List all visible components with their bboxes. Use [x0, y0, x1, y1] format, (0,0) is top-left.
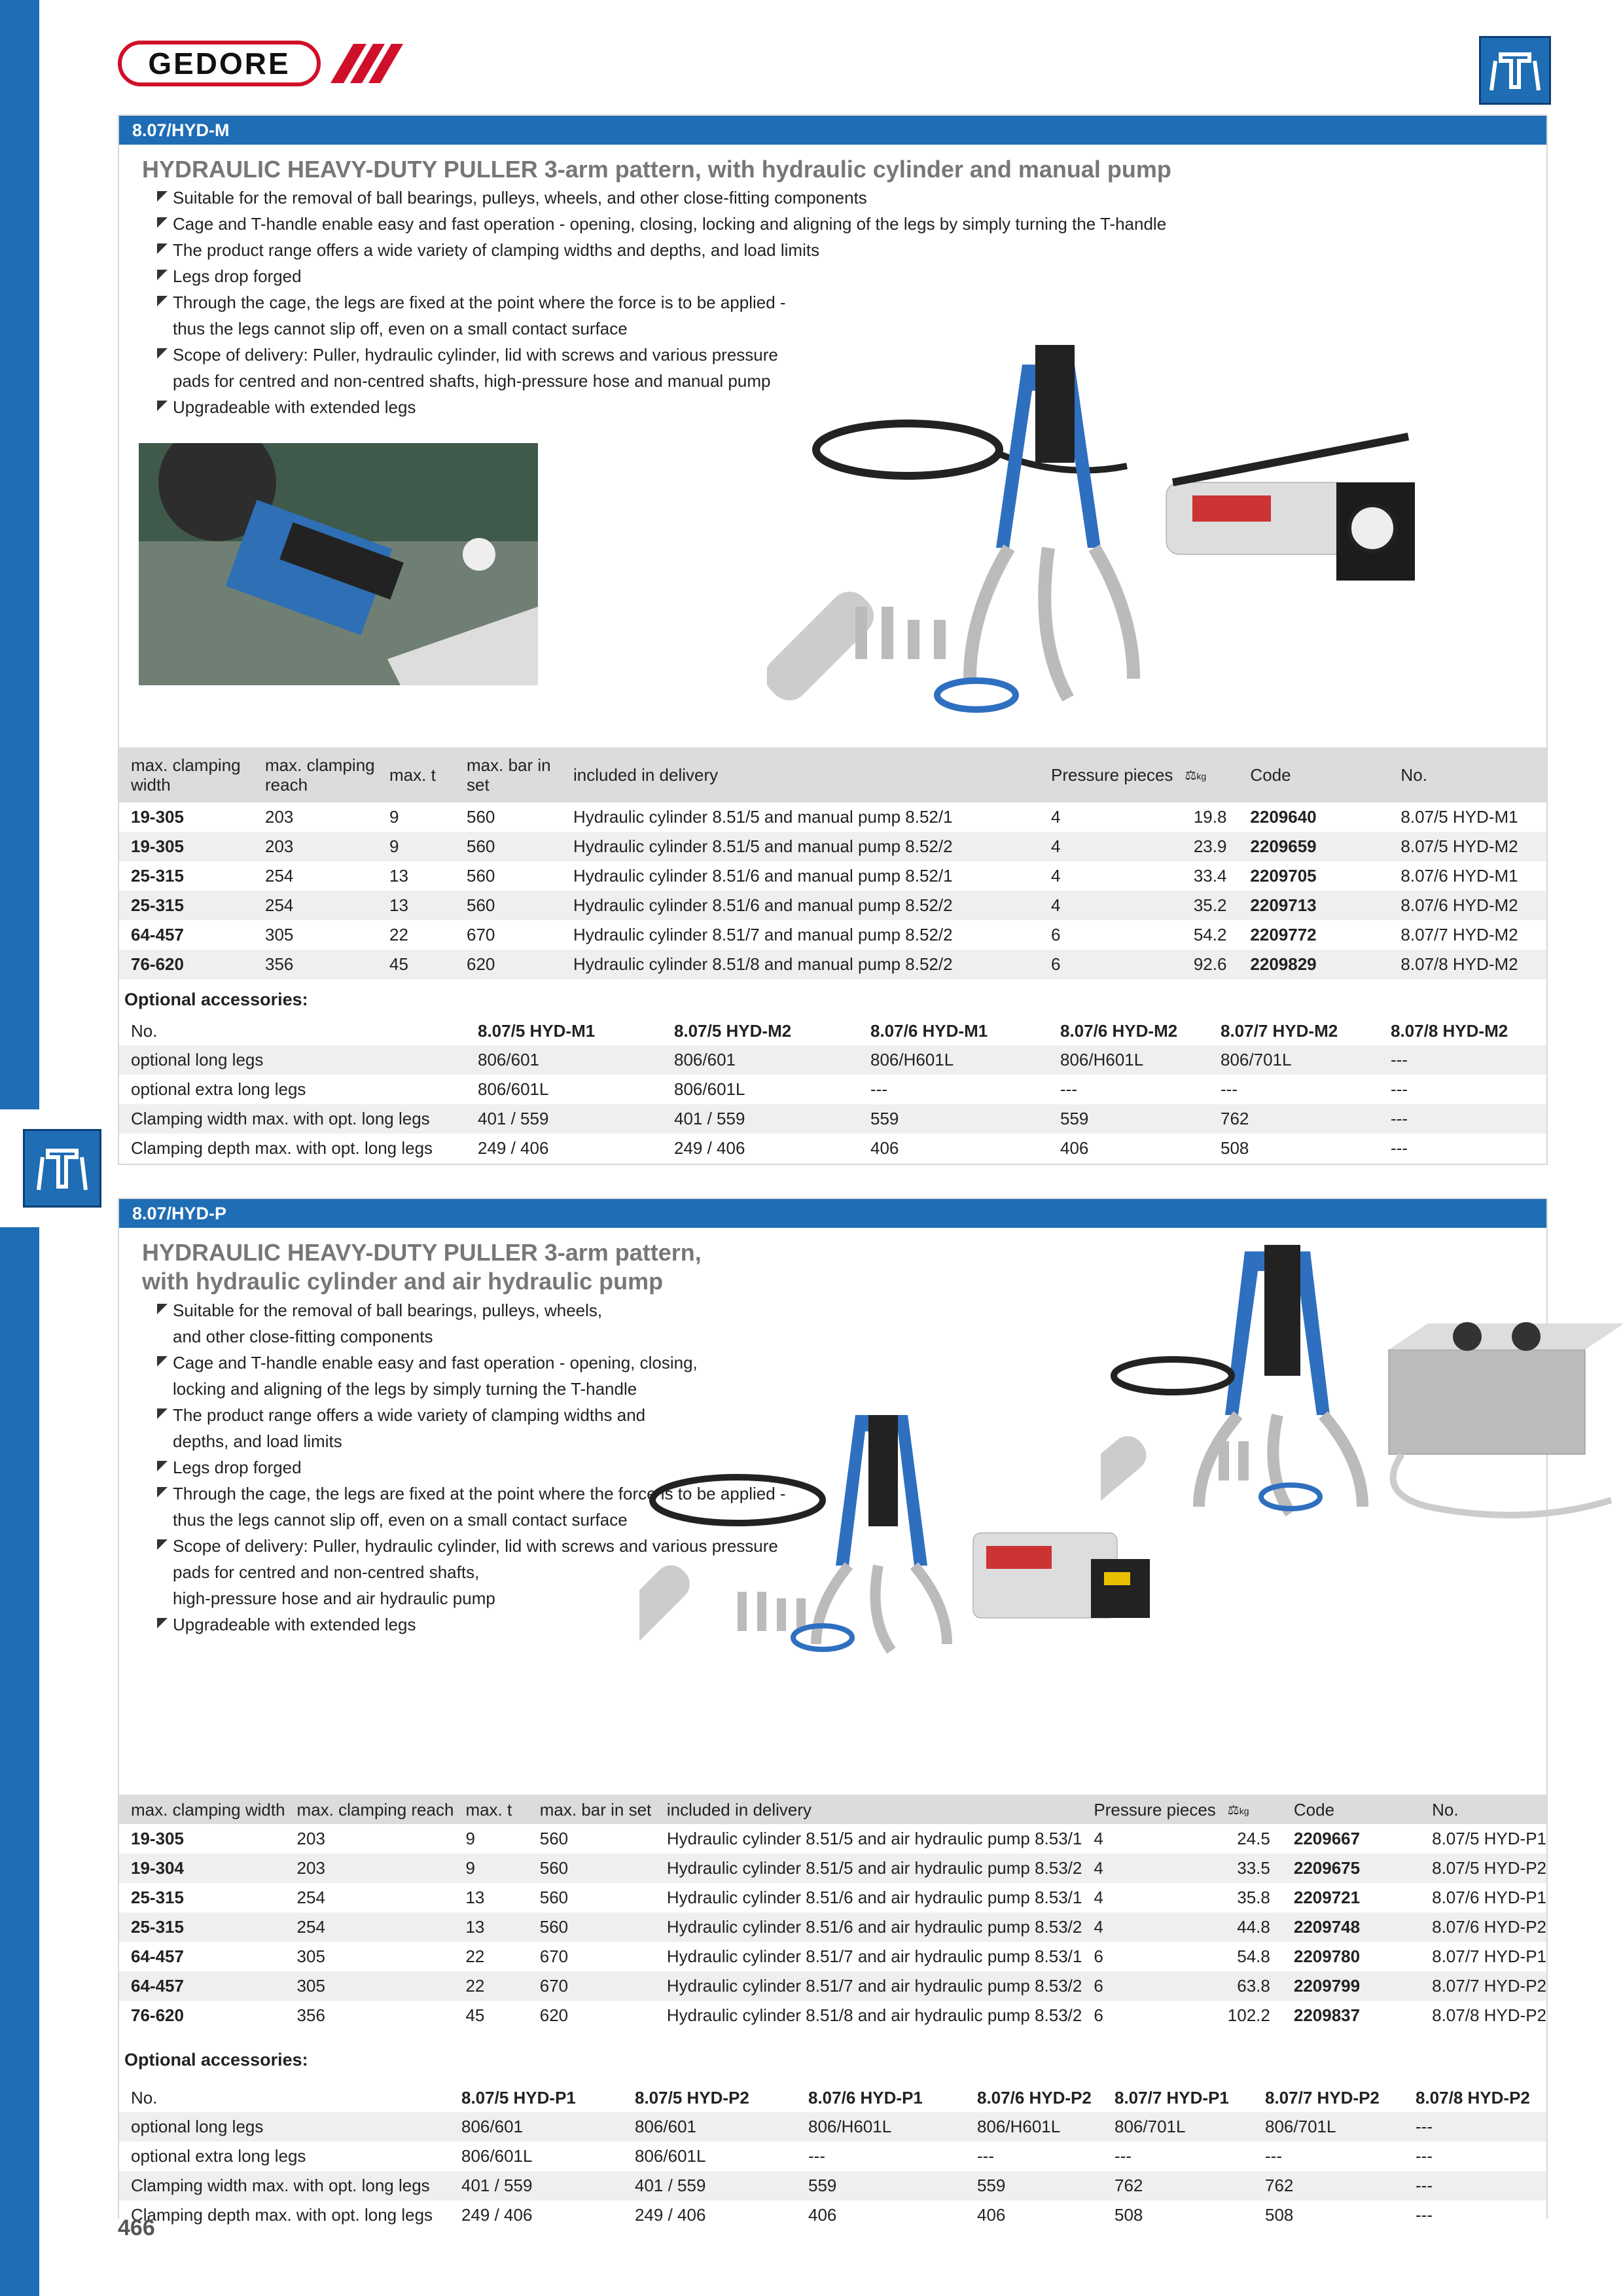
weight-unit: kg: [1196, 771, 1207, 781]
accessory-cell: ---: [965, 2142, 1103, 2171]
product-cell: 560: [467, 807, 495, 827]
feature-item: Upgradeable with extended legs: [157, 1611, 786, 1638]
accessory-cell: 249 / 406: [662, 1134, 859, 1163]
product-cell: 560: [455, 832, 562, 861]
product-cell: 9: [454, 1854, 527, 1883]
accessories-table: [119, 2083, 1546, 2230]
col-weight: [1216, 1795, 1282, 1824]
product-row: [119, 1912, 1546, 1942]
feature-item: Suitable for the removal of ball bearings, pulleys, wheels, and other close-fitting components: [157, 185, 1166, 211]
accessory-cell: 401 / 559: [450, 2171, 623, 2200]
feature-item: Through the cage, the legs are fixed at the point where the force is to be applied -: [157, 289, 1166, 315]
product-cell: 23.9: [1173, 832, 1238, 861]
accessory-cell: 508: [1253, 2200, 1404, 2230]
accessory-cell: 559: [859, 1104, 1048, 1134]
accessory-cell: 806/701L: [1253, 2112, 1404, 2142]
accessory-cell: 406: [859, 1134, 1048, 1163]
accessory-row: [119, 1075, 1546, 1104]
product-cell: 8.07/8 HYD-P2: [1432, 2005, 1546, 2025]
product-cell: 8.07/5 HYD-P2: [1420, 1854, 1546, 1883]
product-cell: Hydraulic cylinder 8.51/5 and air hydraulic pump 8.53/2: [655, 1854, 1082, 1883]
product-row: [119, 950, 1546, 979]
gedore-logo: [118, 41, 321, 86]
accessory-header-cell: No.: [119, 2083, 450, 2112]
product-cell: 64-457: [131, 1946, 184, 1966]
accessory-cell: ---: [859, 1075, 1048, 1104]
section-title-line1: HYDRAULIC HEAVY-DUTY PULLER 3-arm pattern,: [142, 1239, 702, 1266]
feature-item: Legs drop forged: [157, 1454, 786, 1480]
product-cell: 22: [465, 1946, 485, 1966]
product-cell: 64-457: [119, 1971, 285, 2001]
accessory-cell: optional extra long legs: [119, 2142, 450, 2171]
accessory-cell: 508: [1103, 2200, 1253, 2230]
product-cell: 254: [253, 891, 378, 920]
accessories-header-row: [119, 1016, 1546, 1045]
product-cell: 2209780: [1293, 1946, 1361, 1966]
product-cell: 4: [1039, 891, 1173, 920]
product-cell: 76-620: [119, 950, 253, 979]
accessories-header-row: [119, 2083, 1546, 2112]
product-cell: Hydraulic cylinder 8.51/8 and air hydraulic pump 8.53/2: [666, 2005, 1082, 2025]
accessory-cell: 806/601: [662, 1045, 859, 1075]
accessory-row: [119, 2200, 1546, 2230]
product-cell: 63.8: [1216, 1971, 1282, 2001]
accessory-cell: 559: [796, 2171, 965, 2200]
accessory-cell: Clamping depth max. with opt. long legs: [119, 2200, 450, 2230]
product-cell: 9: [389, 807, 399, 827]
product-cell: 560: [455, 891, 562, 920]
product-cell: 2209667: [1293, 1829, 1361, 1848]
accessory-header-cell: 8.07/8 HYD-M2: [1379, 1016, 1546, 1045]
product-cell: Hydraulic cylinder 8.51/7 and air hydraulic pump 8.53/1: [666, 1946, 1082, 1966]
application-photo: [139, 443, 538, 685]
accessory-cell: ---: [796, 2142, 965, 2171]
feature-item: high-pressure hose and air hydraulic pump: [173, 1588, 495, 1608]
product-cell: 13: [454, 1912, 527, 1942]
accessory-header-cell: No.: [119, 1016, 466, 1045]
col-no: No.: [1420, 1795, 1546, 1824]
product-cell: Hydraulic cylinder 8.51/7 and air hydraulic pump 8.53/2: [655, 1971, 1082, 2001]
accessory-cell: ---: [1379, 1134, 1546, 1163]
product-row: [119, 832, 1546, 861]
col-clamping-width: max. clamping width: [119, 747, 253, 802]
product-cell: 4: [1051, 866, 1061, 886]
product-cell: 6: [1039, 950, 1173, 979]
product-row: [119, 2001, 1546, 2030]
product-cell: 2209640: [1250, 807, 1317, 827]
product-cell: 54.2: [1193, 925, 1227, 944]
product-cell: 254: [285, 1912, 454, 1942]
product-cell: 560: [528, 1912, 655, 1942]
product-cell: 203: [285, 1854, 454, 1883]
col-max-bar: max. bar in set: [455, 747, 562, 802]
product-cell: 305: [285, 1971, 454, 2001]
product-row: [119, 1883, 1546, 1912]
accessories-rows: [119, 1045, 1546, 1163]
feature-item: Cage and T-handle enable easy and fast operation - opening, closing,: [157, 1350, 786, 1376]
accessory-header-cell: 8.07/6 HYD-P1: [796, 2083, 965, 2112]
feature-item: and other close-fitting components: [173, 1327, 433, 1346]
product-cell: 22: [389, 925, 408, 944]
col-max-t: max. t: [454, 1795, 527, 1824]
product-cell: 8.07/6 HYD-P2: [1420, 1912, 1546, 1942]
product-row: [119, 1824, 1546, 1854]
feature-item: The product range offers a wide variety of clamping widths and: [157, 1402, 786, 1428]
product-cell: 8.07/8 HYD-M2: [1389, 950, 1546, 979]
product-cell: Hydraulic cylinder 8.51/6 and manual pump 8.52/1: [573, 866, 953, 886]
product-row: [119, 1942, 1546, 1971]
product-cell: 8.07/7 HYD-M2: [1400, 925, 1518, 944]
feature-item: Legs drop forged: [157, 263, 1166, 289]
accessory-cell: ---: [1253, 2142, 1404, 2171]
accessory-row: [119, 2142, 1546, 2171]
product-cell: 254: [265, 866, 294, 886]
brand-name: GEDORE: [148, 46, 291, 81]
accessory-cell: 806/H601L: [965, 2112, 1103, 2142]
product-cell: 2209721: [1293, 1888, 1361, 1907]
accessories-title: Optional accessories:: [124, 990, 308, 1009]
product-cell: 19-305: [119, 832, 253, 861]
col-code: Code: [1238, 747, 1389, 802]
product-cell: 2209713: [1238, 891, 1389, 920]
product-cell: 4: [1094, 1829, 1103, 1848]
product-cell: 8.07/5 HYD-M2: [1389, 832, 1546, 861]
accessory-cell: Clamping width max. with opt. long legs: [119, 1104, 466, 1134]
section-title: HYDRAULIC HEAVY-DUTY PULLER 3-arm pattern, with hydraulic cylinder and manual pump: [142, 156, 1171, 183]
feature-item: Upgradeable with extended legs: [157, 394, 1166, 420]
product-cell: 25-315: [119, 1912, 285, 1942]
product-row: [119, 891, 1546, 920]
product-cell: 6: [1094, 2005, 1103, 2025]
page-number: 466: [118, 2215, 155, 2240]
col-pressure-pieces: Pressure pieces: [1039, 747, 1173, 802]
product-table: [119, 1795, 1546, 2030]
product-cell: 8.07/5 HYD-P1: [1432, 1829, 1546, 1848]
side-tab-bottom: [0, 1227, 39, 2296]
accessory-cell: ---: [1103, 2142, 1253, 2171]
weight-scale-icon: ⚖: [1185, 768, 1197, 783]
product-row: [119, 1854, 1546, 1883]
col-max-bar: max. bar in set: [528, 1795, 655, 1824]
product-row: [119, 861, 1546, 891]
accessory-cell: ---: [1404, 2112, 1546, 2142]
product-cell: 203: [265, 807, 294, 827]
accessory-cell: 249 / 406: [623, 2200, 796, 2230]
product-cell: 4: [1039, 832, 1173, 861]
product-cell: Hydraulic cylinder 8.51/6 and manual pump 8.52/2: [562, 891, 1039, 920]
product-row: [119, 802, 1546, 832]
accessory-row: [119, 2112, 1546, 2142]
accessory-header-cell: 8.07/5 HYD-M2: [662, 1016, 859, 1045]
accessory-cell: optional long legs: [119, 2112, 450, 2142]
accessory-cell: ---: [1404, 2200, 1546, 2230]
accessory-cell: Clamping width max. with opt. long legs: [119, 2171, 450, 2200]
product-cell: 670: [539, 1946, 569, 1966]
accessory-row: [119, 2171, 1546, 2200]
feature-item: thus the legs cannot slip off, even on a small contact surface: [173, 319, 628, 338]
accessory-row: [119, 1104, 1546, 1134]
accessory-cell: 806/701L: [1103, 2112, 1253, 2142]
product-cell: 25-315: [119, 891, 253, 920]
col-weight: [1173, 747, 1238, 802]
weight-scale-icon: ⚖: [1227, 1803, 1240, 1818]
product-cell: 560: [539, 1829, 569, 1848]
product-cell: 102.2: [1227, 2005, 1270, 2025]
feature-item: thus the legs cannot slip off, even on a small contact surface: [173, 1510, 628, 1530]
accessory-header-cell: 8.07/7 HYD-M2: [1209, 1016, 1379, 1045]
accessory-cell: 249 / 406: [466, 1134, 662, 1163]
product-cell: 35.2: [1173, 891, 1238, 920]
col-no: No.: [1389, 747, 1546, 802]
accessory-cell: 406: [796, 2200, 965, 2230]
accessory-header-cell: 8.07/5 HYD-M1: [466, 1016, 662, 1045]
product-cell: 4: [1051, 807, 1061, 827]
feature-item: Cage and T-handle enable easy and fast operation - opening, closing, locking and aligning of the legs by simply turning the T-handle: [157, 211, 1166, 237]
product-cell: 203: [253, 832, 378, 861]
feature-item: locking and aligning of the legs by simply turning the T-handle: [173, 1379, 637, 1399]
feature-item: pads for centred and non-centred shafts, high-pressure hose and manual pump: [173, 371, 771, 391]
accessory-cell: 406: [1048, 1134, 1209, 1163]
section-hyd-m: [118, 115, 1548, 1165]
product-cell: 4: [1082, 1912, 1215, 1942]
product-cell: 13: [378, 891, 455, 920]
product-cell: 8.07/5 HYD-M1: [1400, 807, 1518, 827]
product-cell: 19.8: [1193, 807, 1227, 827]
product-cell: 44.8: [1216, 1912, 1282, 1942]
feature-item: The product range offers a wide variety of clamping widths and depths, and load limits: [157, 237, 1166, 263]
feature-item: pads for centred and non-centred shafts,: [173, 1562, 480, 1582]
product-cell: 24.5: [1237, 1829, 1270, 1848]
accessory-row: [119, 1045, 1546, 1075]
product-cell: 8.07/6 HYD-M1: [1400, 866, 1518, 886]
side-tab-top: [0, 0, 39, 1109]
accessory-cell: 806/601: [623, 2112, 796, 2142]
product-cell: Hydraulic cylinder 8.51/5 and manual pump 8.52/2: [562, 832, 1039, 861]
accessory-cell: 806/H601L: [859, 1045, 1048, 1075]
product-cell: Hydraulic cylinder 8.51/5 and manual pump 8.52/1: [573, 807, 953, 827]
product-set-image-small: [639, 1408, 1176, 1657]
col-max-t: max. t: [378, 747, 455, 802]
accessory-cell: 559: [1048, 1104, 1209, 1134]
accessory-cell: 406: [965, 2200, 1103, 2230]
accessory-cell: 806/601: [466, 1045, 662, 1075]
accessory-header-cell: 8.07/8 HYD-P2: [1404, 2083, 1546, 2112]
feature-item: Suitable for the removal of ball bearings, pulleys, wheels,: [157, 1297, 786, 1323]
product-cell: 2209659: [1238, 832, 1389, 861]
accessories-rows: [119, 2112, 1546, 2230]
accessory-cell: ---: [1404, 2171, 1546, 2200]
accessory-cell: 806/601L: [662, 1075, 859, 1104]
accessory-header-cell: 8.07/6 HYD-M1: [859, 1016, 1048, 1045]
product-cell: 92.6: [1173, 950, 1238, 979]
accessory-row: [119, 1134, 1546, 1163]
accessory-cell: optional extra long legs: [119, 1075, 466, 1104]
product-cell: Hydraulic cylinder 8.51/8 and manual pump 8.52/2: [562, 950, 1039, 979]
accessory-cell: 806/601L: [466, 1075, 662, 1104]
product-cell: 25-315: [131, 1888, 184, 1907]
accessories-table: [119, 1016, 1546, 1163]
puller-category-icon: [1479, 36, 1551, 105]
product-rows: [119, 1824, 1546, 2030]
puller-side-icon: [23, 1129, 101, 1208]
accessory-cell: ---: [1404, 2142, 1546, 2171]
product-cell: 45: [465, 2005, 485, 2025]
accessory-cell: 806/601L: [450, 2142, 623, 2171]
product-cell: 13: [389, 866, 408, 886]
accessory-cell: ---: [1048, 1075, 1209, 1104]
col-pressure-pieces: Pressure pieces: [1082, 1795, 1215, 1824]
product-cell: 560: [539, 1888, 569, 1907]
col-clamping-reach: max. clamping reach: [253, 747, 378, 802]
product-cell: 4: [1082, 1854, 1215, 1883]
col-clamping-reach: max. clamping reach: [285, 1795, 454, 1824]
accessory-cell: ---: [1379, 1045, 1546, 1075]
product-cell: 22: [454, 1971, 527, 2001]
accessory-cell: 806/701L: [1209, 1045, 1379, 1075]
product-cell: 305: [265, 925, 294, 944]
product-cell: 8.07/6 HYD-P1: [1432, 1888, 1546, 1907]
product-cell: 203: [296, 1829, 325, 1848]
accessory-cell: 762: [1253, 2171, 1404, 2200]
col-included: included in delivery: [562, 747, 1039, 802]
product-cell: 2209799: [1282, 1971, 1420, 2001]
accessory-header-cell: 8.07/5 HYD-P1: [450, 2083, 623, 2112]
product-cell: 8.07/7 HYD-P1: [1432, 1946, 1546, 1966]
accessory-cell: ---: [1379, 1104, 1546, 1134]
accessory-cell: 806/601L: [623, 2142, 796, 2171]
product-cell: 19-304: [119, 1854, 285, 1883]
product-cell: 9: [465, 1829, 475, 1848]
product-cell: 6: [1051, 925, 1061, 944]
product-cell: 54.8: [1237, 1946, 1270, 1966]
product-cell: 4: [1094, 1888, 1103, 1907]
col-clamping-width: max. clamping width: [119, 1795, 285, 1824]
product-cell: 33.4: [1193, 866, 1227, 886]
product-cell: 2209748: [1282, 1912, 1420, 1942]
product-cell: 64-457: [131, 925, 184, 944]
product-cell: 2209772: [1250, 925, 1317, 944]
product-cell: 45: [378, 950, 455, 979]
section-code: 8.07/HYD-P: [119, 1199, 1546, 1228]
product-cell: 670: [528, 1971, 655, 2001]
product-cell: 2209829: [1238, 950, 1389, 979]
product-cell: 76-620: [131, 2005, 184, 2025]
accessories-title: Optional accessories:: [124, 2050, 308, 2070]
accessory-header-cell: 8.07/7 HYD-P2: [1253, 2083, 1404, 2112]
accessory-header-cell: 8.07/6 HYD-M2: [1048, 1016, 1209, 1045]
accessory-cell: 762: [1209, 1104, 1379, 1134]
product-cell: 356: [253, 950, 378, 979]
product-set-image: [767, 332, 1546, 718]
col-code: Code: [1282, 1795, 1420, 1824]
feature-item: Scope of delivery: Puller, hydraulic cylinder, lid with screws and various pressure: [157, 1533, 786, 1559]
product-cell: 6: [1082, 1971, 1215, 2001]
accessory-cell: ---: [1209, 1075, 1379, 1104]
product-cell: 620: [539, 2005, 569, 2025]
product-cell: 8.07/7 HYD-P2: [1420, 1971, 1546, 2001]
accessory-cell: 401 / 559: [623, 2171, 796, 2200]
accessory-header-cell: 8.07/7 HYD-P1: [1103, 2083, 1253, 2112]
accessory-header-cell: 8.07/6 HYD-P2: [965, 2083, 1103, 2112]
product-cell: 19-305: [131, 807, 184, 827]
accessory-cell: optional long legs: [119, 1045, 466, 1075]
product-cell: 9: [378, 832, 455, 861]
accessory-cell: 508: [1209, 1134, 1379, 1163]
accessory-header-cell: 8.07/5 HYD-P2: [623, 2083, 796, 2112]
feature-item: depths, and load limits: [173, 1431, 342, 1451]
product-cell: 35.8: [1237, 1888, 1270, 1907]
product-cell: 25-315: [131, 866, 184, 886]
accessory-cell: 401 / 559: [466, 1104, 662, 1134]
brand-stripes-icon: [327, 41, 406, 86]
weight-unit: kg: [1239, 1805, 1249, 1816]
product-cell: 254: [296, 1888, 325, 1907]
product-cell: 560: [528, 1854, 655, 1883]
col-included: included in delivery: [655, 1795, 1082, 1824]
section-title-line2: with hydraulic cylinder and air hydraulic pump: [142, 1268, 664, 1295]
product-table: [119, 747, 1546, 979]
product-row: [119, 920, 1546, 950]
accessory-cell: 762: [1103, 2171, 1253, 2200]
accessory-cell: 806/H601L: [796, 2112, 965, 2142]
product-cell: 305: [296, 1946, 325, 1966]
product-cell: Hydraulic cylinder 8.51/6 and air hydraulic pump 8.53/1: [666, 1888, 1082, 1907]
product-cell: Hydraulic cylinder 8.51/6 and air hydraulic pump 8.53/2: [655, 1912, 1082, 1942]
product-cell: 6: [1094, 1946, 1103, 1966]
section-hyd-p: [118, 1198, 1548, 2225]
feature-item: Scope of delivery: Puller, hydraulic cylinder, lid with screws and various pressure: [157, 342, 1166, 368]
feature-item: Through the cage, the legs are fixed at the point where the force is to be applied -: [157, 1480, 786, 1507]
accessory-cell: 401 / 559: [662, 1104, 859, 1134]
product-rows: [119, 802, 1546, 979]
product-cell: Hydraulic cylinder 8.51/7 and manual pump 8.52/2: [573, 925, 953, 944]
product-cell: 560: [467, 866, 495, 886]
product-cell: 356: [296, 2005, 325, 2025]
product-set-image-large: [1101, 1245, 1623, 1520]
accessory-cell: 559: [965, 2171, 1103, 2200]
product-cell: 2209675: [1282, 1854, 1420, 1883]
product-cell: 8.07/6 HYD-M2: [1389, 891, 1546, 920]
accessory-cell: ---: [1379, 1075, 1546, 1104]
accessory-cell: 249 / 406: [450, 2200, 623, 2230]
product-cell: 2209705: [1250, 866, 1317, 886]
accessory-cell: 806/H601L: [1048, 1045, 1209, 1075]
product-cell: Hydraulic cylinder 8.51/5 and air hydraulic pump 8.53/1: [666, 1829, 1082, 1848]
product-cell: 620: [455, 950, 562, 979]
product-cell: 2209837: [1293, 2005, 1361, 2025]
product-cell: 33.5: [1216, 1854, 1282, 1883]
product-cell: 13: [465, 1888, 485, 1907]
accessory-cell: 806/601: [450, 2112, 623, 2142]
accessory-cell: Clamping depth max. with opt. long legs: [119, 1134, 466, 1163]
section-code: 8.07/HYD-M: [119, 116, 1546, 145]
product-row: [119, 1971, 1546, 2001]
product-cell: 670: [467, 925, 495, 944]
product-cell: 19-305: [131, 1829, 184, 1848]
